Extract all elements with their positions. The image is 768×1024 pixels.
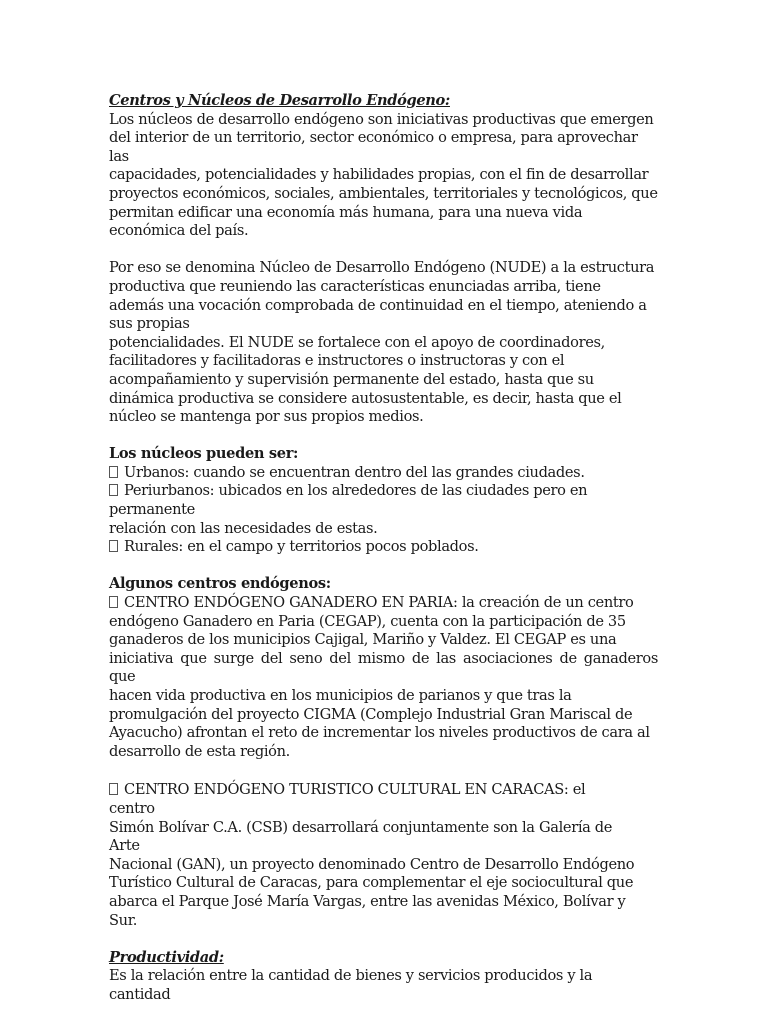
- paria-line-text: CENTRO ENDÓGENO GANADERO EN PARIA: la creación de un centro: [124, 594, 634, 612]
- bullet-icon: [109, 596, 118, 608]
- paria-line: [109, 594, 658, 613]
- bullet-icon: [109, 783, 118, 795]
- productividad-line: cantidad: [109, 985, 171, 1003]
- caracas-line-text: CENTRO ENDÓGENO TURISTICO CULTURAL EN CARACAS: el: [124, 781, 586, 799]
- paragraph-gap: [109, 930, 658, 949]
- nude-line: dinámica productiva se considere autosustentable, es decir, hasta que el: [109, 389, 622, 407]
- list-item-text: Urbanos: cuando se encuentran dentro del las grandes ciudades.: [124, 463, 585, 481]
- section-title-productividad: Productividad:: [109, 948, 224, 966]
- list-item-text: Rurales: en el campo y territorios pocos poblados.: [124, 538, 479, 556]
- bullet-icon: [109, 484, 118, 496]
- intro-line: económica del país.: [109, 222, 249, 240]
- productividad-line: Es la relación entre la cantidad de bienes y servicios producidos y la: [109, 967, 593, 985]
- list-item: [109, 464, 658, 483]
- paria-line: iniciativa que surge del seno del mismo de las asociaciones de ganaderos que: [109, 649, 658, 686]
- paria-line: endógeno Ganadero en Paria (CEGAP), cuenta con la participación de 35: [109, 612, 626, 630]
- nude-line: núcleo se mantenga por sus propios medios.: [109, 408, 424, 426]
- caracas-line: centro: [109, 799, 155, 817]
- section-title-centros-endogenos: Algunos centros endógenos:: [109, 575, 331, 593]
- intro-line: capacidades, potencialidades y habilidades propias, con el fin de desarrollar: [109, 166, 649, 184]
- nude-line: potencialidades. El NUDE se fortalece con el apoyo de coordinadores,: [109, 333, 605, 351]
- caracas-line: [109, 781, 658, 800]
- nude-line: además una vocación comprobada de continuidad en el tiempo, ateniendo a: [109, 296, 647, 314]
- intro-line: proyectos económicos, sociales, ambientales, territoriales y tecnológicos, que: [109, 184, 658, 202]
- intro-line: las: [109, 147, 129, 165]
- caracas-line: Turístico Cultural de Caracas, para complementar el eje sociocultural que: [109, 874, 634, 892]
- list-item: [109, 482, 658, 501]
- bullet-icon: [109, 466, 118, 478]
- nude-line: productiva que reuniendo las características enunciadas arriba, tiene: [109, 277, 601, 295]
- nude-line: acompañamiento y supervisión permanente del estado, hasta que su: [109, 370, 594, 388]
- paria-line: desarrollo de esta región.: [109, 742, 290, 760]
- paria-line: ganaderos de los municipios Cajigal, Mariño y Valdez. El CEGAP es una: [109, 631, 617, 649]
- caracas-line: abarca el Parque José María Vargas, entre las avenidas México, Bolívar y: [109, 892, 626, 910]
- caracas-line: Sur.: [109, 911, 138, 929]
- list-item-continuation: relación con las necesidades de estas.: [109, 519, 378, 537]
- caracas-line: Simón Bolívar C.A. (CSB) desarrollará conjuntamente son la Galería de: [109, 818, 613, 836]
- list-item-continuation: permanente: [109, 501, 195, 519]
- paragraph-gap: [109, 427, 658, 446]
- section-title-tipos: Los núcleos pueden ser:: [109, 445, 299, 463]
- nude-line: Por eso se denomina Núcleo de Desarrollo Endógeno (NUDE) a la estructura: [109, 259, 655, 277]
- list-item: [109, 538, 658, 557]
- section-title-centros: Centros y Núcleos de Desarrollo Endógeno:: [109, 92, 450, 109]
- caracas-line: Nacional (GAN), un proyecto denominado Centro de Desarrollo Endógeno: [109, 855, 635, 873]
- intro-line: del interior de un territorio, sector económico o empresa, para aprovechar: [109, 129, 638, 147]
- paragraph-gap: [109, 241, 658, 260]
- paria-line: hacen vida productiva en los municipios de parianos y que tras la: [109, 687, 572, 704]
- caracas-line: Arte: [109, 837, 140, 855]
- list-item-text: Periurbanos: ubicados en los alrededores de las ciudades pero en: [124, 482, 588, 500]
- intro-line: permitan edificar una economía más humana, para una nueva vida: [109, 203, 583, 221]
- paragraph-gap: [109, 761, 658, 781]
- bullet-icon: [109, 540, 118, 552]
- nude-line: facilitadores y facilitadoras e instructores o instructoras y con el: [109, 352, 565, 370]
- paragraph-gap: [109, 557, 658, 576]
- nude-line: sus propias: [109, 315, 190, 333]
- paria-line: promulgación del proyecto CIGMA (Complejo Industrial Gran Mariscal de: [109, 705, 633, 723]
- intro-line: Los núcleos de desarrollo endógeno son iniciativas productivas que emergen: [109, 110, 654, 128]
- paria-line: Ayacucho) afrontan el reto de incrementar los niveles productivos de cara al: [109, 724, 650, 742]
